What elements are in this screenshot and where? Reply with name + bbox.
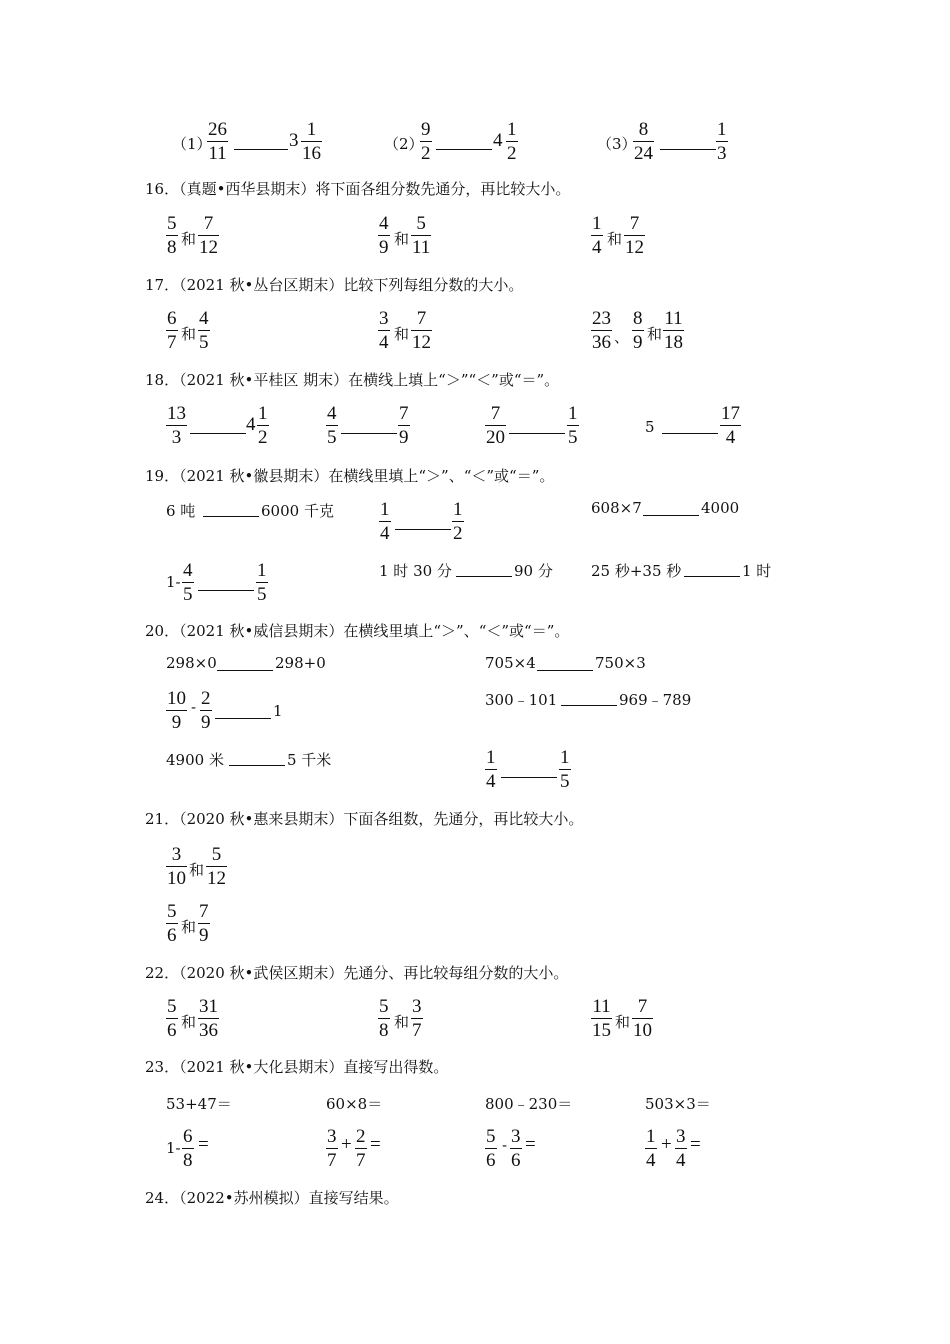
fraction: 8 9 bbox=[633, 308, 643, 353]
fraction: 1 2 bbox=[507, 119, 517, 164]
fraction: 3 4 bbox=[379, 308, 389, 353]
fraction: 1 4 bbox=[592, 213, 602, 258]
answer-blank[interactable] bbox=[215, 718, 271, 719]
expression-right: 1 时 bbox=[742, 562, 772, 580]
and-word: 和 bbox=[615, 1013, 631, 1031]
and-word: 和 bbox=[394, 325, 410, 343]
question-21-text: 21．（2020 秋•惠来县期末）下面各组数，先通分，再比较大小。 bbox=[145, 810, 584, 828]
item-label: （1） bbox=[172, 135, 212, 153]
operator: + bbox=[661, 1134, 672, 1155]
separator: 、 bbox=[614, 328, 630, 346]
fraction: 4 9 bbox=[379, 213, 389, 258]
fraction: 11 15 bbox=[592, 996, 611, 1041]
fraction: 23 36 bbox=[592, 308, 611, 353]
fraction: 3 7 bbox=[327, 1126, 337, 1171]
question-22-text: 22．（2020 秋•武侯区期末）先通分、再比较每组分数的大小。 bbox=[145, 964, 569, 982]
answer-blank[interactable] bbox=[436, 149, 492, 150]
number: 5 bbox=[645, 418, 655, 436]
fraction: 5 8 bbox=[167, 213, 177, 258]
fraction: 31 36 bbox=[199, 996, 218, 1041]
operator: - bbox=[502, 1136, 508, 1154]
expression-left: 1 时 30 分 bbox=[379, 562, 452, 580]
answer-blank[interactable] bbox=[509, 433, 565, 434]
fraction: 7 12 bbox=[412, 308, 431, 353]
fraction: 5 6 bbox=[167, 901, 177, 946]
and-word: 和 bbox=[181, 230, 197, 248]
calc-expression: 53+47＝ bbox=[166, 1095, 232, 1113]
fraction: 8 24 bbox=[634, 119, 653, 164]
expression-right: 750×3 bbox=[595, 654, 646, 672]
fraction: 5 12 bbox=[207, 844, 226, 889]
fraction: 7 12 bbox=[199, 213, 218, 258]
expression-left: 300﹣101 bbox=[485, 691, 558, 709]
calc-expression: 503×3＝ bbox=[645, 1095, 711, 1113]
answer-blank[interactable] bbox=[501, 777, 557, 778]
answer-blank[interactable] bbox=[198, 590, 254, 591]
item-label: （2） bbox=[384, 135, 424, 153]
fraction: 26 11 bbox=[208, 119, 227, 164]
fraction: 1 5 bbox=[560, 747, 570, 792]
answer-blank[interactable] bbox=[456, 576, 512, 577]
item-label: （3） bbox=[597, 135, 637, 153]
fraction: 1 4 bbox=[486, 747, 496, 792]
fraction: 1 16 bbox=[302, 119, 321, 164]
fraction: 7 9 bbox=[199, 901, 209, 946]
and-word: 和 bbox=[181, 325, 197, 343]
fraction: 2 9 bbox=[201, 688, 211, 733]
equals-sign: = bbox=[198, 1134, 209, 1155]
expression-right: 5 千米 bbox=[287, 751, 332, 769]
fraction: 6 7 bbox=[167, 308, 177, 353]
calc-expression: 800﹣230＝ bbox=[485, 1095, 573, 1113]
fraction: 1 2 bbox=[453, 499, 463, 544]
fraction: 7 9 bbox=[399, 403, 409, 448]
answer-blank[interactable] bbox=[341, 433, 397, 434]
fraction: 1 5 bbox=[568, 403, 578, 448]
and-word: 和 bbox=[181, 1013, 197, 1031]
answer-blank[interactable] bbox=[537, 670, 593, 671]
question-19-text: 19．（2021 秋•徽县期末）在横线里填上“＞”、“＜”或“＝”。 bbox=[145, 467, 555, 485]
and-word: 和 bbox=[394, 230, 410, 248]
answer-blank[interactable] bbox=[234, 149, 288, 150]
answer-blank[interactable] bbox=[684, 576, 740, 577]
fraction: 3 4 bbox=[676, 1126, 686, 1171]
prefix: 1- bbox=[166, 1139, 181, 1157]
equals-sign: = bbox=[690, 1134, 701, 1155]
fraction: 7 20 bbox=[486, 403, 505, 448]
fraction: 5 8 bbox=[379, 996, 389, 1041]
expression-right: 298+0 bbox=[275, 654, 326, 672]
fraction: 10 9 bbox=[167, 688, 186, 733]
operator: + bbox=[341, 1134, 352, 1155]
whole-number: 4 bbox=[493, 130, 503, 151]
calc-expression: 60×8＝ bbox=[326, 1095, 383, 1113]
expression-left: 608×7 bbox=[591, 499, 642, 517]
question-20-text: 20．（2021 秋•威信县期末）在横线里填上“＞”、“＜”或“＝”。 bbox=[145, 622, 570, 640]
question-17-text: 17．（2021 秋•丛台区期末）比较下列每组分数的大小。 bbox=[145, 276, 524, 294]
expression-right: 90 分 bbox=[514, 562, 553, 580]
and-word: 和 bbox=[181, 918, 197, 936]
expression-left: 6 吨 bbox=[166, 502, 196, 520]
fraction: 4 5 bbox=[183, 560, 193, 605]
question-24-text: 24．（2022•苏州模拟）直接写结果。 bbox=[145, 1189, 399, 1207]
answer-blank[interactable] bbox=[662, 433, 718, 434]
expression-right: 1 bbox=[273, 702, 283, 720]
fraction: 1 5 bbox=[257, 560, 267, 605]
answer-blank[interactable] bbox=[395, 529, 451, 530]
whole-number: 4 bbox=[246, 414, 256, 435]
answer-blank[interactable] bbox=[190, 433, 246, 434]
expression-left: 298×0 bbox=[166, 654, 217, 672]
minus-sign: - bbox=[191, 698, 197, 716]
fraction: 1 4 bbox=[380, 499, 390, 544]
fraction: 3 7 bbox=[412, 996, 422, 1041]
expression-right: 4000 bbox=[701, 499, 740, 517]
fraction: 1 4 bbox=[646, 1126, 656, 1171]
expression-right: 969﹣789 bbox=[619, 691, 692, 709]
question-16-text: 16．（真题•西华县期末）将下面各组分数先通分，再比较大小。 bbox=[145, 180, 571, 198]
fraction: 13 3 bbox=[167, 403, 186, 448]
expression-right: 6000 千克 bbox=[261, 502, 334, 520]
and-word: 和 bbox=[647, 325, 663, 343]
expression-left: 705×4 bbox=[485, 654, 536, 672]
fraction: 5 11 bbox=[412, 213, 431, 258]
question-23-text: 23．（2021 秋•大化县期末）直接写出得数。 bbox=[145, 1058, 449, 1076]
fraction: 1 2 bbox=[258, 403, 268, 448]
answer-blank[interactable] bbox=[643, 515, 699, 516]
answer-blank[interactable] bbox=[561, 705, 617, 706]
fraction: 5 6 bbox=[486, 1126, 496, 1171]
equals-sign: = bbox=[525, 1134, 536, 1155]
fraction: 6 8 bbox=[183, 1126, 193, 1171]
answer-blank[interactable] bbox=[660, 149, 716, 150]
fraction: 1 3 bbox=[717, 119, 727, 164]
answer-blank[interactable] bbox=[203, 516, 259, 517]
expression-left: 4900 米 bbox=[166, 751, 224, 769]
fraction: 4 5 bbox=[327, 403, 337, 448]
fraction: 5 6 bbox=[167, 996, 177, 1041]
and-word: 和 bbox=[607, 230, 623, 248]
fraction: 3 10 bbox=[167, 844, 186, 889]
whole-number: 3 bbox=[289, 130, 299, 151]
expression-left: 25 秒+35 秒 bbox=[591, 562, 682, 580]
fraction: 4 5 bbox=[199, 308, 209, 353]
equals-sign: = bbox=[370, 1134, 381, 1155]
question-18-text: 18．（2021 秋•平桂区 期末）在横线上填上“＞”“＜”或“＝”。 bbox=[145, 371, 560, 389]
answer-blank[interactable] bbox=[217, 670, 273, 671]
and-word: 和 bbox=[189, 861, 205, 879]
fraction: 11 18 bbox=[664, 308, 683, 353]
fraction: 17 4 bbox=[721, 403, 740, 448]
fraction: 9 2 bbox=[421, 119, 431, 164]
fraction: 7 12 bbox=[625, 213, 644, 258]
prefix: 1- bbox=[166, 573, 181, 591]
and-word: 和 bbox=[394, 1013, 410, 1031]
fraction: 2 7 bbox=[356, 1126, 366, 1171]
fraction: 7 10 bbox=[633, 996, 652, 1041]
fraction: 3 6 bbox=[511, 1126, 521, 1171]
answer-blank[interactable] bbox=[229, 765, 285, 766]
